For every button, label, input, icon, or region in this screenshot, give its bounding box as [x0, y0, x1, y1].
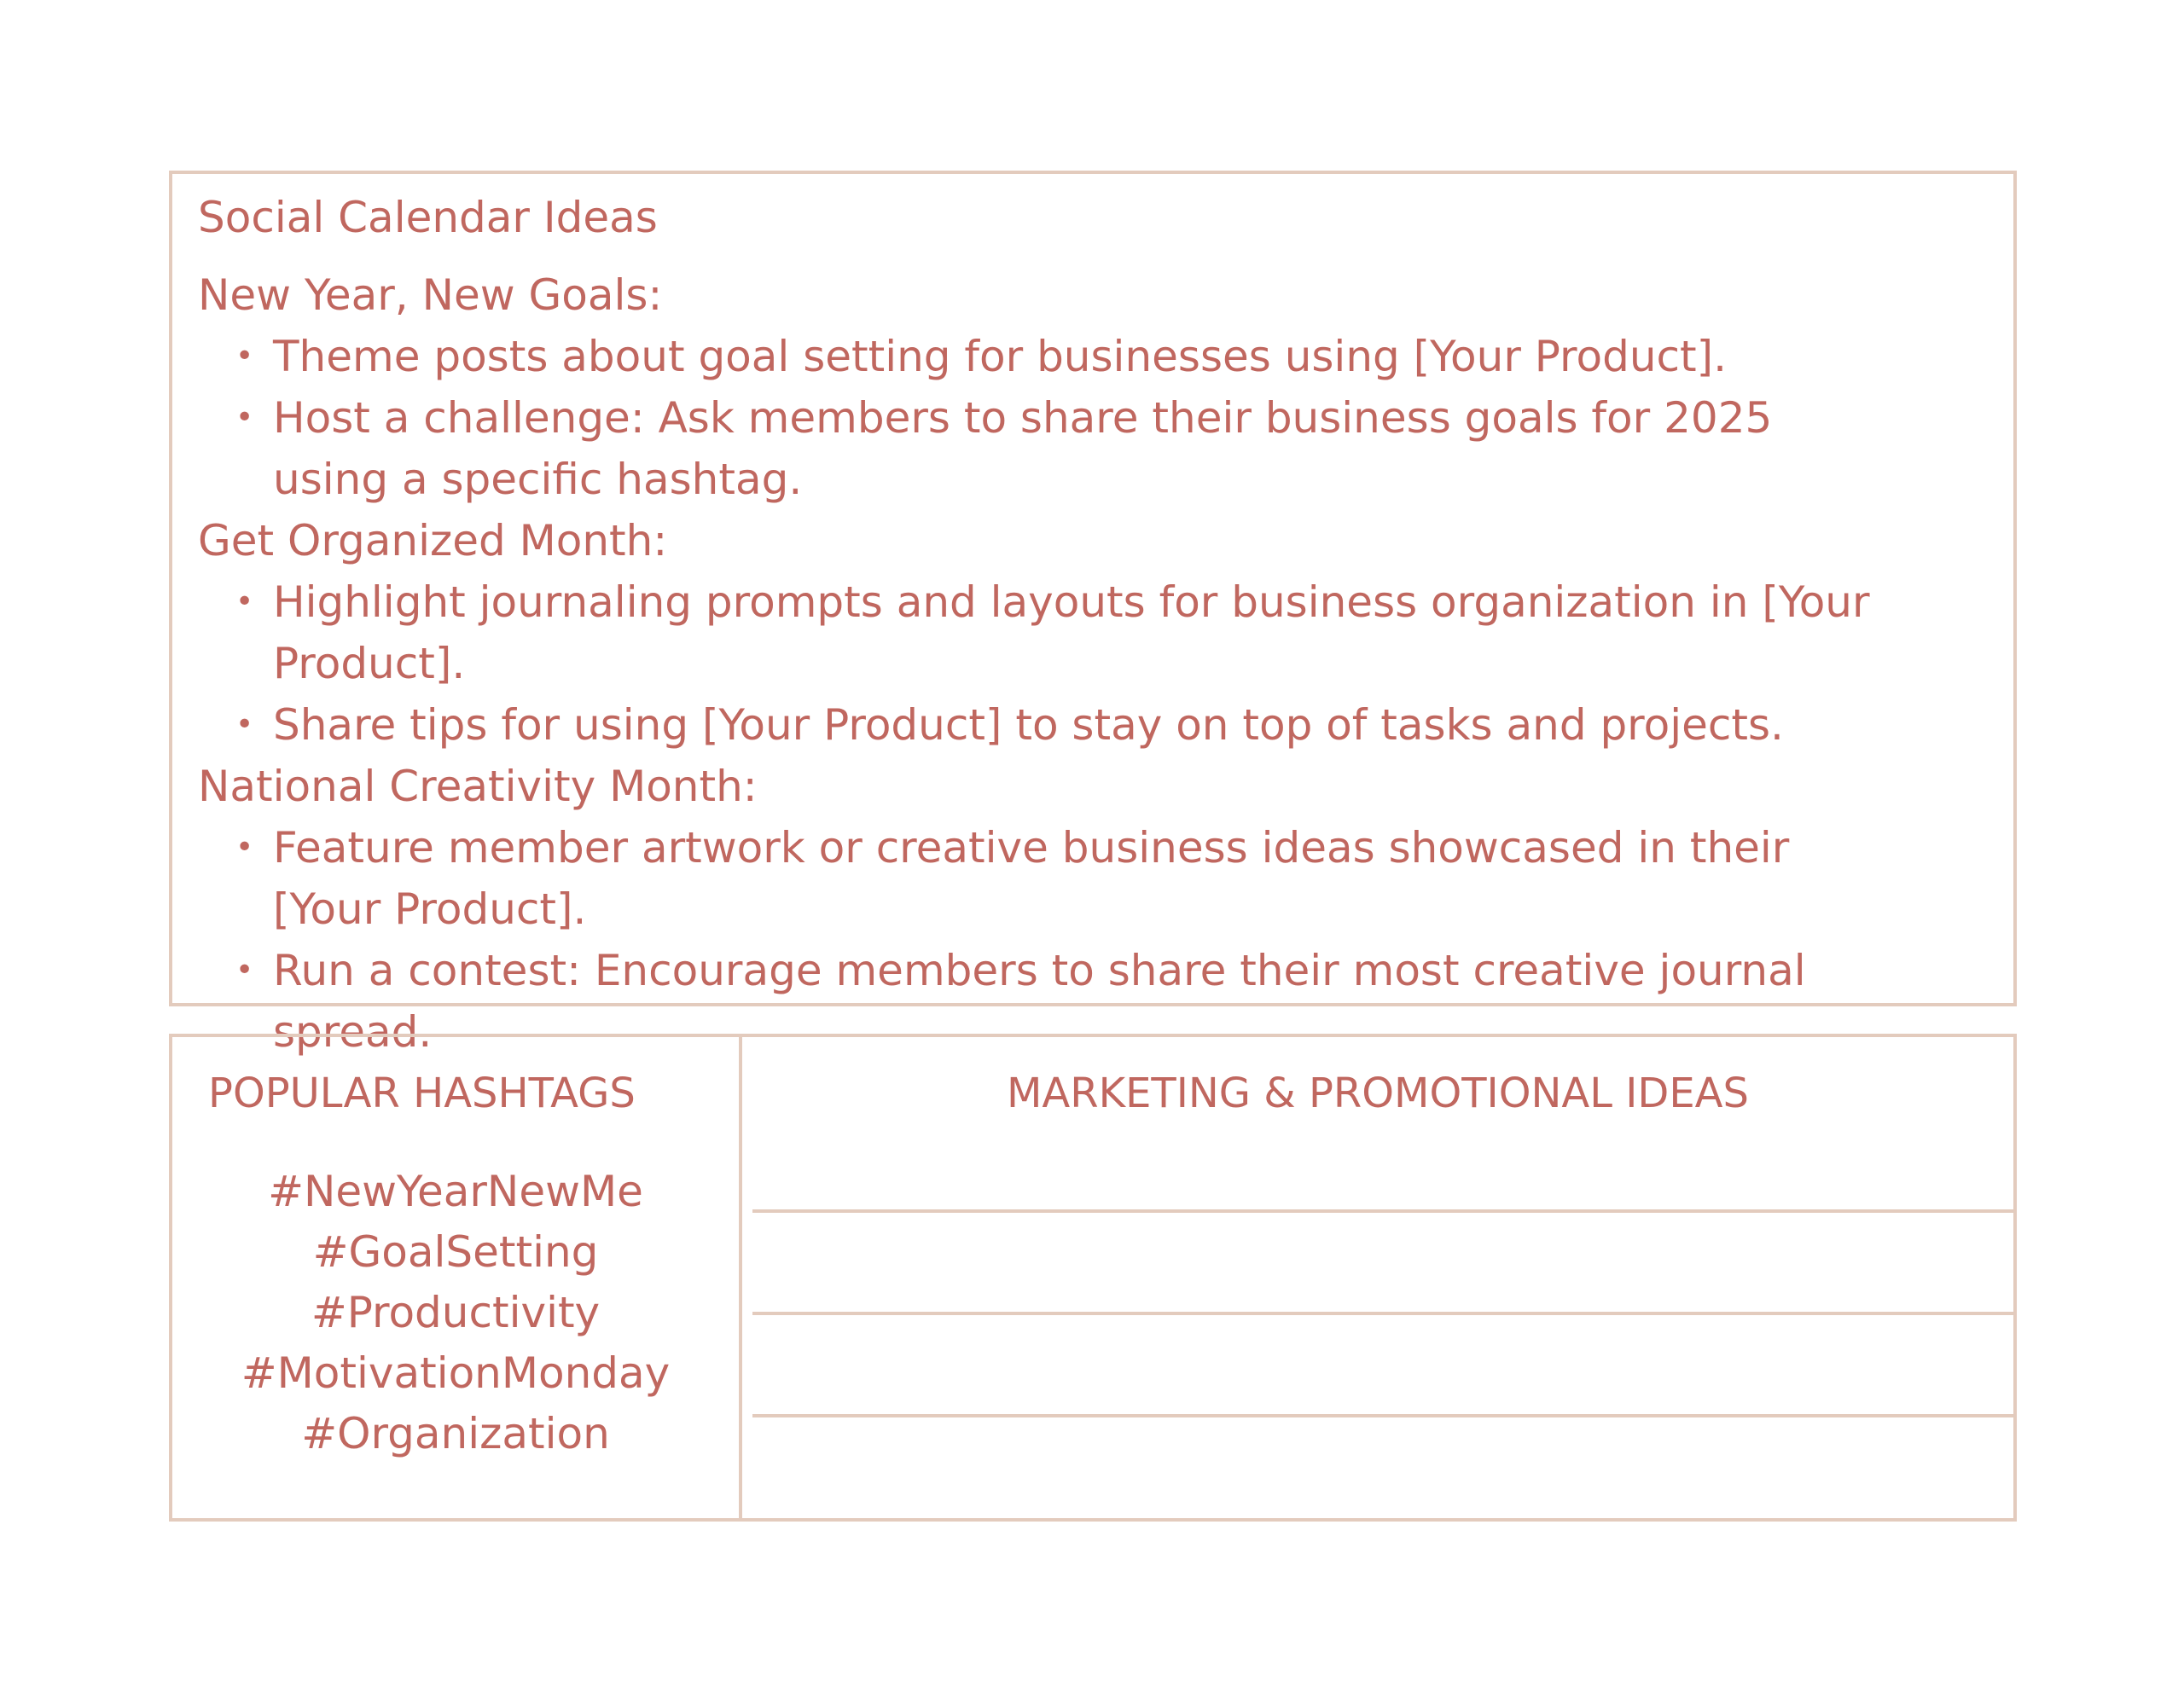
bullet-list-new-year: [198, 326, 1989, 510]
hashtag-list: [172, 1162, 739, 1464]
list-item: [198, 817, 1885, 940]
social-calendar-ideas-box: [169, 171, 2017, 1057]
bullet-icon: •: [235, 707, 254, 742]
bullet-icon: •: [235, 830, 254, 865]
list-item: [198, 571, 1885, 694]
bullet-icon: •: [235, 339, 254, 374]
bullet-icon: •: [235, 584, 254, 619]
section-heading-get-organized: Get Organized Month:: [198, 516, 668, 565]
ideas-body: [198, 264, 1989, 1063]
ideas-title: Social Calendar Ideas: [198, 193, 658, 242]
section-heading-creativity: National Creativity Month:: [198, 762, 758, 811]
list-item: [198, 387, 1885, 510]
bullet-text: Feature member artwork or creative business ideas showcased in their [Your Product].: [273, 823, 1790, 934]
writing-line: [752, 1312, 2013, 1315]
marketing-title: MARKETING & PROMOTIONAL IDEAS: [1007, 1070, 1749, 1117]
hashtag-item: #Productivity: [311, 1288, 601, 1337]
bullet-text: Highlight journaling prompts and layouts for business organization in [Your Product].: [273, 577, 1870, 688]
bullet-text: Share tips for using [Your Product] to stay on top of tasks and projects.: [273, 700, 1784, 750]
bullet-list-get-organized: [198, 571, 1989, 756]
list-item: [198, 326, 1885, 387]
hashtag-item: #GoalSetting: [312, 1227, 599, 1277]
hashtags-title: POPULAR HASHTAGS: [208, 1070, 636, 1117]
bullet-icon: •: [235, 953, 254, 988]
list-item: [198, 694, 1885, 756]
bottom-table: [169, 1034, 2017, 1522]
hashtag-item: #NewYearNewMe: [268, 1167, 643, 1216]
bullet-list-creativity: [198, 817, 1989, 1063]
marketing-ideas-panel: [742, 1037, 2013, 1518]
section-heading-new-year: New Year, New Goals:: [198, 270, 663, 320]
bullet-text: Host a challenge: Ask members to share their business goals for 2025 using a specific hashtag.: [273, 393, 1773, 504]
bullet-text: Theme posts about goal setting for businesses using [Your Product].: [273, 332, 1728, 381]
hashtag-item: #Organization: [301, 1409, 610, 1458]
writing-line: [752, 1414, 2013, 1417]
bullet-icon: •: [235, 400, 254, 435]
popular-hashtags-panel: [172, 1037, 742, 1518]
hashtag-item: #MotivationMonday: [241, 1348, 671, 1398]
bullet-text: Run a contest: Encourage members to share their most creative journal spread.: [273, 946, 1806, 1057]
writing-line: [752, 1209, 2013, 1213]
